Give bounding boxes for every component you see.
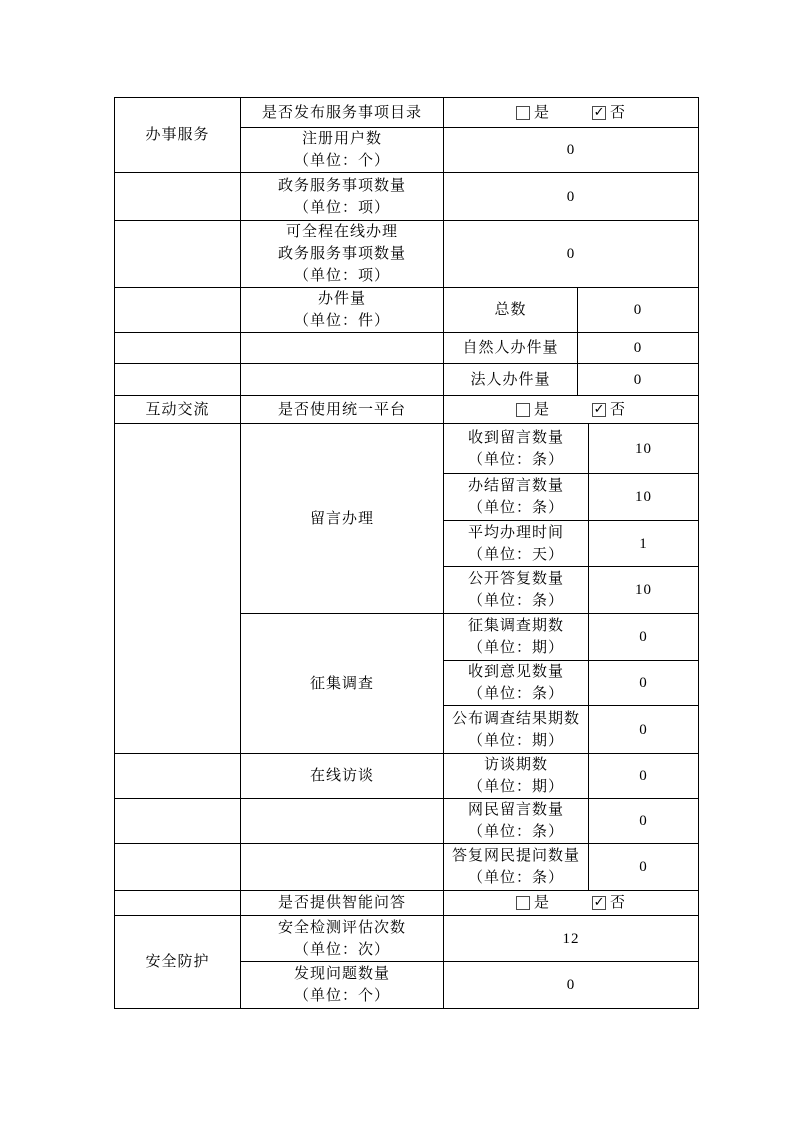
metric-label: 发现问题数量 [293,966,390,982]
public-replies-value: 10 [589,567,699,614]
interview-group-label: 在线访谈 [241,754,444,799]
table-row [115,364,699,396]
empty-cell [115,288,241,333]
metric-unit: （单位：条） [467,686,564,702]
table-row [115,288,699,333]
avg-time-label-cell [444,521,589,567]
empty-cell [241,333,444,364]
metric-unit: （单位：天） [467,546,564,563]
registered-users-label-cell [241,128,444,173]
table-row [115,396,699,424]
cases-legal-value: 0 [578,364,699,396]
cases-natural-value: 0 [578,333,699,364]
platform-option-no [592,399,626,421]
metric-label: 安全检测评估次数 [277,919,406,936]
survey-opinions-label-cell [444,661,589,706]
metric-unit: （单位：次） [293,941,390,958]
message-handling-group-label: 留言办理 [241,424,444,614]
metric-unit: （单位：个） [293,988,390,1004]
yes-label: 是 [534,104,551,121]
metric-unit: （单位：条） [467,824,564,840]
empty-cell [115,799,241,844]
survey-results-value: 0 [589,706,699,754]
yes-checkbox-icon [516,896,530,910]
cases-natural-label: 自然人办件量 [444,333,578,364]
messages-completed-label-cell [444,474,589,521]
interview-periods-value: 0 [589,754,699,799]
metric-unit: （单位：期） [467,779,564,795]
yes-label: 是 [534,895,551,911]
empty-cell [115,333,241,364]
no-label: 否 [610,895,627,911]
platform-answer-cell [444,396,699,424]
checkbox-answer-group [444,102,698,124]
problems-label-cell [241,962,444,1009]
avg-time-value: 1 [589,521,699,567]
problems-value: 0 [444,962,699,1009]
empty-cell [241,364,444,396]
metric-unit: （单位：项） [293,268,390,284]
metric-unit: （单位：个） [293,153,390,169]
catalog-option-yes [516,102,550,124]
metric-label: 平均办理时间 [467,524,564,541]
messages-received-value: 10 [589,424,699,474]
survey-results-label-cell [444,706,589,754]
smart-qa-answer-cell [444,891,699,916]
table-row [115,799,699,844]
metric-label: 可全程在线办理 [285,224,398,240]
no-checkbox-icon: ✓ [593,895,605,910]
metric-label: 公开答复数量 [467,571,564,587]
table-row [115,333,699,364]
netizen-messages-value: 0 [589,799,699,844]
empty-cell [115,221,241,288]
metric-unit: （单位：条） [467,500,564,516]
checkbox-answer-group [444,399,698,421]
cases-total-value: 0 [578,288,699,333]
catalog-answer-cell [444,98,699,128]
table-row [115,173,699,221]
metric-unit: （单位：条） [467,593,564,609]
metric-label: 公布调查结果期数 [451,710,580,727]
metric-unit: （单位：项） [293,199,390,216]
table-row [115,891,699,916]
assessments-label-cell [241,916,444,962]
no-label: 否 [610,104,627,121]
table-row [115,98,699,128]
cases-total-label: 总数 [444,288,578,333]
section-interaction-label: 互动交流 [115,396,241,424]
no-checkbox-icon: ✓ [593,104,605,120]
no-checkbox-icon: ✓ [593,401,605,417]
metric-unit: （单位：件） [293,313,390,329]
survey-periods-label-cell [444,614,589,661]
messages-received-label-cell [444,424,589,474]
cases-legal-label: 法人办件量 [444,364,578,396]
survey-opinions-value: 0 [589,661,699,706]
catalog-question-label: 是否发布服务事项目录 [241,98,444,128]
service-items-label-cell [241,173,444,221]
yes-label: 是 [534,401,551,418]
messages-completed-value: 10 [589,474,699,521]
table-row [115,916,699,962]
metric-label: 政务服务事项数量 [277,246,406,262]
interview-periods-label-cell [444,754,589,799]
smart-qa-option-yes [516,892,550,914]
metric-label: 办结留言数量 [467,478,564,494]
empty-cell [241,844,444,891]
empty-cell [115,844,241,891]
public-replies-label-cell [444,567,589,614]
table-row [115,221,699,288]
metric-label: 注册用户数 [301,131,382,147]
registered-users-value: 0 [444,128,699,173]
yes-checkbox-icon [516,106,530,120]
empty-cell [115,754,241,799]
metric-unit: （单位：条） [467,451,564,468]
netizen-messages-label-cell [444,799,589,844]
cases-label-cell [241,288,444,333]
question-replies-label-cell [444,844,589,891]
metric-unit: （单位：期） [467,640,564,656]
online-items-label-cell [241,221,444,288]
metric-label: 办件量 [317,291,366,307]
checkbox-answer-group [444,892,698,914]
empty-cell [241,799,444,844]
metric-unit: （单位：条） [467,870,564,886]
metric-label: 答复网民提问数量 [451,848,580,864]
metric-label: 收到留言数量 [467,429,564,446]
metric-label: 收到意见数量 [467,664,564,680]
smart-qa-option-no [592,892,626,914]
table-row [115,754,699,799]
report-table [114,97,699,1009]
metric-unit: （单位：期） [467,732,564,749]
table-row [115,424,699,474]
empty-cell [115,173,241,221]
platform-question-label: 是否使用统一平台 [241,396,444,424]
empty-cell [115,891,241,916]
empty-cell [115,364,241,396]
survey-group-label: 征集调查 [241,614,444,754]
question-replies-value: 0 [589,844,699,891]
smart-qa-question-label: 是否提供智能问答 [241,891,444,916]
metric-label: 政务服务事项数量 [277,177,406,194]
survey-periods-value: 0 [589,614,699,661]
table-row [115,844,699,891]
yes-checkbox-icon [516,403,530,417]
metric-label: 网民留言数量 [467,802,564,818]
assessments-value: 12 [444,916,699,962]
empty-cell [115,424,241,754]
catalog-option-no [592,102,626,124]
section-security-label: 安全防护 [115,916,241,1009]
service-items-value: 0 [444,173,699,221]
platform-option-yes [516,399,550,421]
online-items-value: 0 [444,221,699,288]
metric-label: 征集调查期数 [467,618,564,634]
section-service-label: 办事服务 [115,98,241,173]
metric-label: 访谈期数 [483,757,548,773]
no-label: 否 [610,401,627,418]
